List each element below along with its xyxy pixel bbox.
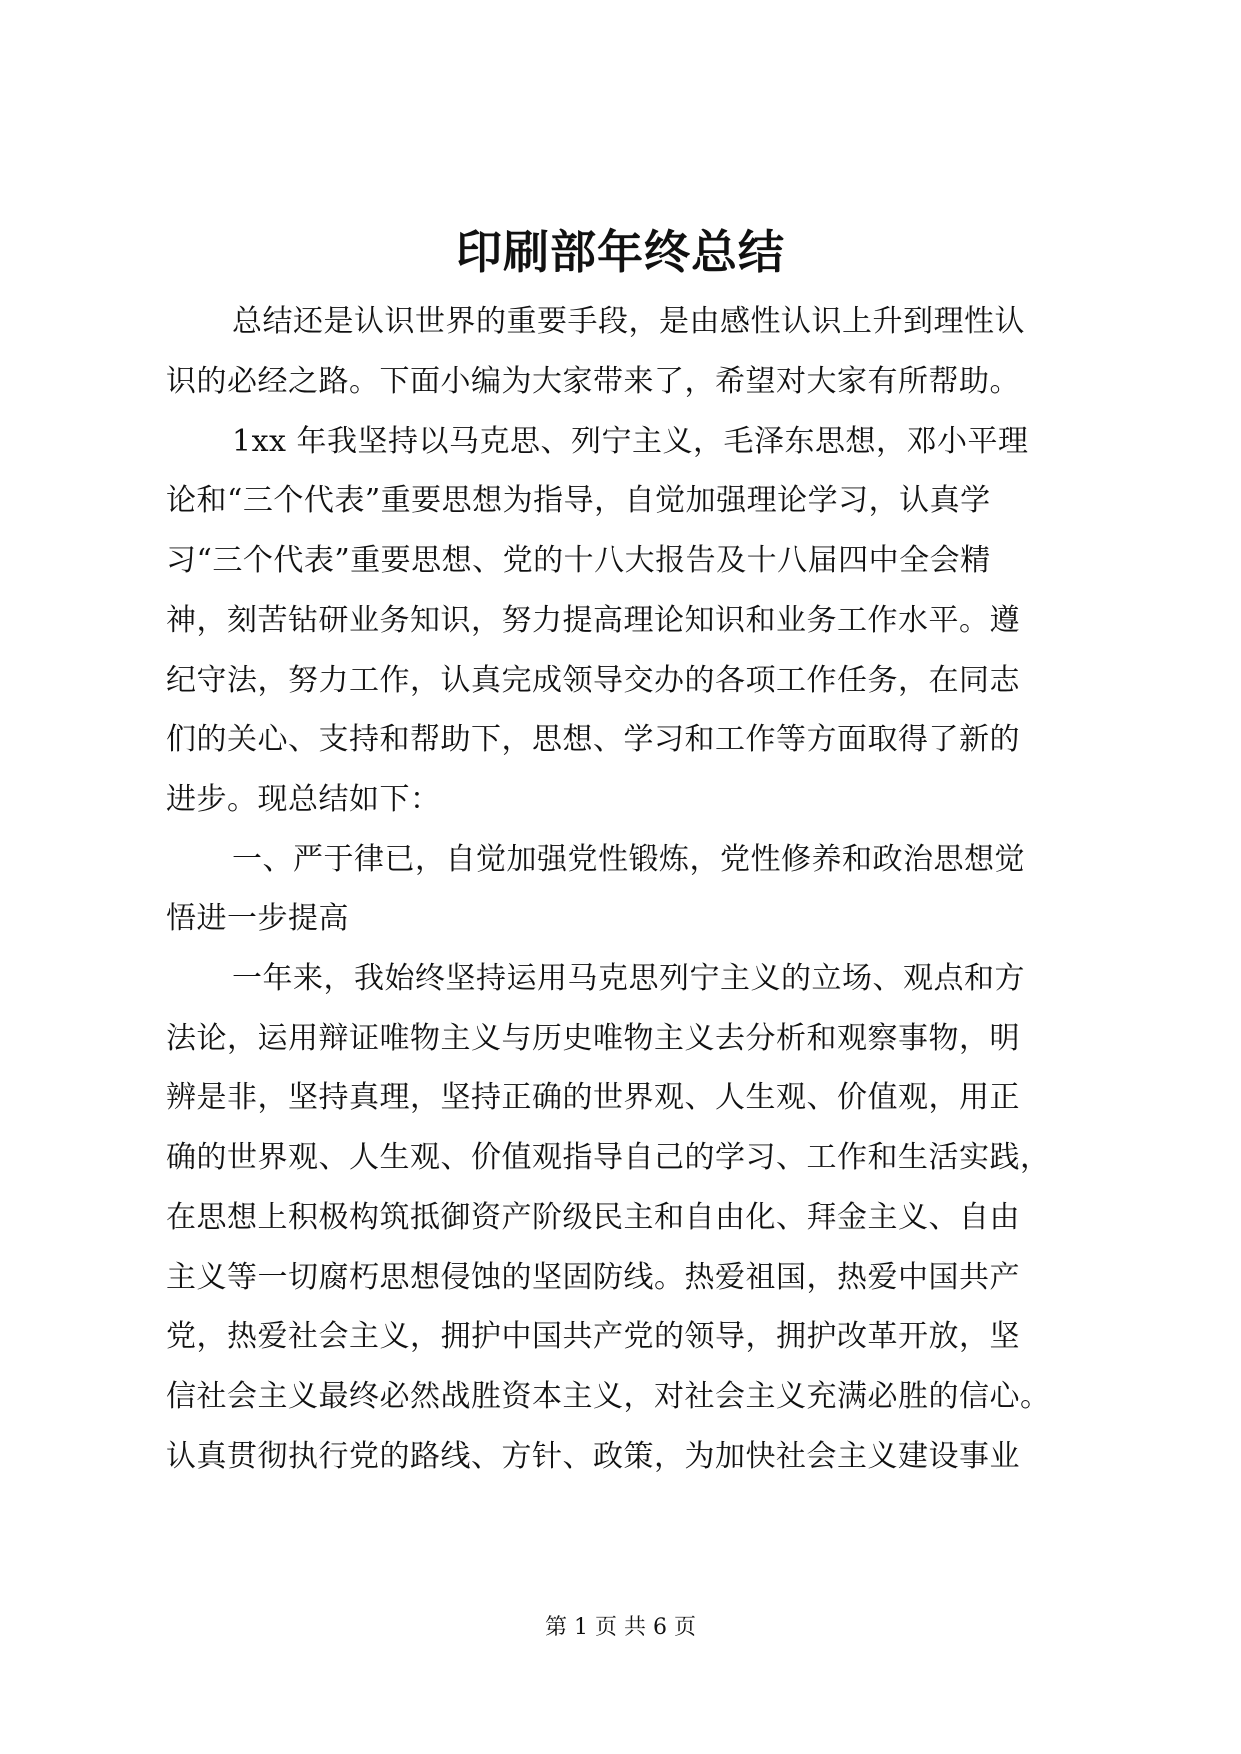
paragraph-line: 识的必经之路。下面小编为大家带来了，希望对大家有所帮助。 (166, 364, 1020, 399)
paragraph-line: 总结还是认识世界的重要手段，是由感性认识上升到理性认 (232, 304, 1025, 339)
paragraph-line: 们的关心、支持和帮助下，思想、学习和工作等方面取得了新的 (166, 722, 1020, 757)
paragraph-line: 辨是非，坚持真理，坚持正确的世界观、人生观、价值观，用正 (166, 1080, 1020, 1115)
paragraph-line: 1xx 年我坚持以马克思、列宁主义，毛泽东思想，邓小平理 (232, 424, 1029, 459)
document-title: 印刷部年终总结 (456, 225, 785, 279)
page-number-footer: 第 1 页 共 6 页 (545, 1615, 696, 1640)
paragraph-line: 论和“三个代表”重要思想为指导，自觉加强理论学习，认真学 (166, 483, 991, 518)
paragraph-line: 认真贯彻执行党的路线、方针、政策，为加快社会主义建设事业 (166, 1439, 1020, 1474)
paragraph-line: 在思想上积极构筑抵御资产阶级民主和自由化、拜金主义、自由 (166, 1200, 1020, 1235)
paragraph-line: 信社会主义最终必然战胜资本主义，对社会主义充满必胜的信心。 (166, 1379, 1051, 1414)
paragraph-line: 纪守法，努力工作，认真完成领导交办的各项工作任务，在同志 (166, 663, 1020, 698)
section-heading-line: 一、严于律已，自觉加强党性锻炼，党性修养和政治思想觉 (232, 842, 1025, 877)
paragraph-line: 习“三个代表”重要思想、党的十八大报告及十八届四中全会精 (166, 543, 991, 578)
section-heading-line: 悟进一步提高 (166, 901, 349, 936)
paragraph-line: 党，热爱社会主义，拥护中国共产党的领导，拥护改革开放，坚 (166, 1319, 1020, 1354)
paragraph-line: 一年来，我始终坚持运用马克思列宁主义的立场、观点和方 (232, 961, 1025, 996)
paragraph-line: 神，刻苦钻研业务知识，努力提高理论知识和业务工作水平。遵 (166, 603, 1020, 638)
paragraph-line: 主义等一切腐朽思想侵蚀的坚固防线。热爱祖国，热爱中国共产 (166, 1260, 1020, 1295)
paragraph-line: 进步。现总结如下： (166, 782, 441, 817)
paragraph-line: 确的世界观、人生观、价值观指导自己的学习、工作和生活实践， (166, 1140, 1051, 1175)
paragraph-line: 法论，运用辩证唯物主义与历史唯物主义去分析和观察事物，明 (166, 1021, 1020, 1056)
